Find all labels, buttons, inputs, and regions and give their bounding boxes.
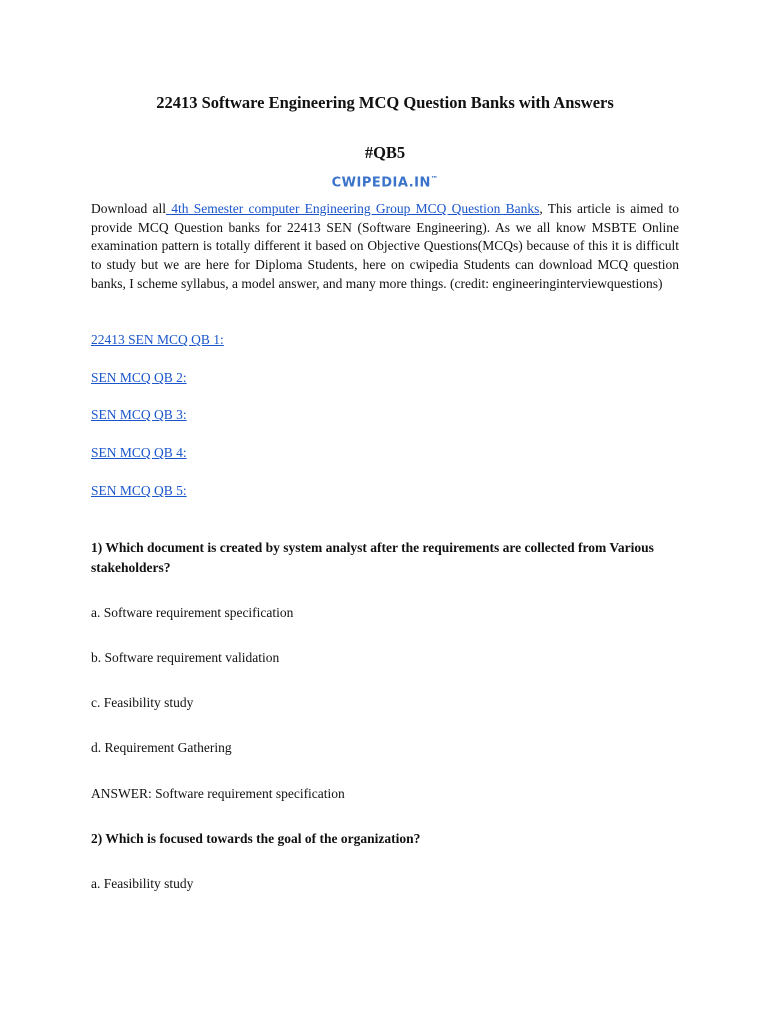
question-2: 2) Which is focused towards the goal of the organization?: [91, 831, 421, 846]
qb-link-2[interactable]: SEN MCQ QB 2:: [91, 370, 187, 385]
question-1: 1) Which document is created by system analyst after the requirements are collected from Various stakeholders?: [91, 540, 654, 575]
page-title: 22413 Software Engineering MCQ Question Banks with Answers: [156, 93, 614, 112]
trademark-mark: ™: [430, 175, 439, 183]
qb-link-5[interactable]: SEN MCQ QB 5:: [91, 483, 187, 498]
page-subtitle: #QB5: [364, 143, 406, 162]
qb-link-1[interactable]: 22413 SEN MCQ QB 1:: [91, 332, 224, 347]
question-1-option-a: a. Software requirement specification: [91, 605, 294, 620]
question-1-option-b: b. Software requirement validation: [91, 650, 280, 665]
intro-body: , This article is aimed to provide MCQ Question banks for 22413 SEN (Software Engineering). As we all know MSBTE Online examination pattern is totally different it based on Objective Questions(MCQs) because of this it is difficult to study but we are here for Diploma Students, here on cwipedia Students can download MCQ question banks, I scheme syllabus, a model answer, and many more things. (credit: engineeringinterviewquestions): [91, 201, 679, 291]
question-1-option-d: d. Requirement Gathering: [91, 740, 232, 755]
question-banks-link[interactable]: 4th Semester computer Engineering Group MCQ Question Banks: [165, 201, 540, 216]
logo-text: CWIPEDIA.IN: [331, 175, 431, 191]
question-1-answer: ANSWER: Software requirement specification: [91, 786, 345, 801]
cwipedia-logo: [0, 175, 770, 190]
qb-link-4[interactable]: SEN MCQ QB 4:: [91, 445, 187, 460]
question-2-option-a: a. Feasibility study: [91, 876, 194, 891]
question-1-option-c: c. Feasibility study: [91, 695, 194, 710]
qb-link-3[interactable]: SEN MCQ QB 3:: [91, 407, 187, 422]
intro-prefix: Download all: [91, 201, 166, 216]
intro-paragraph: [91, 200, 679, 294]
